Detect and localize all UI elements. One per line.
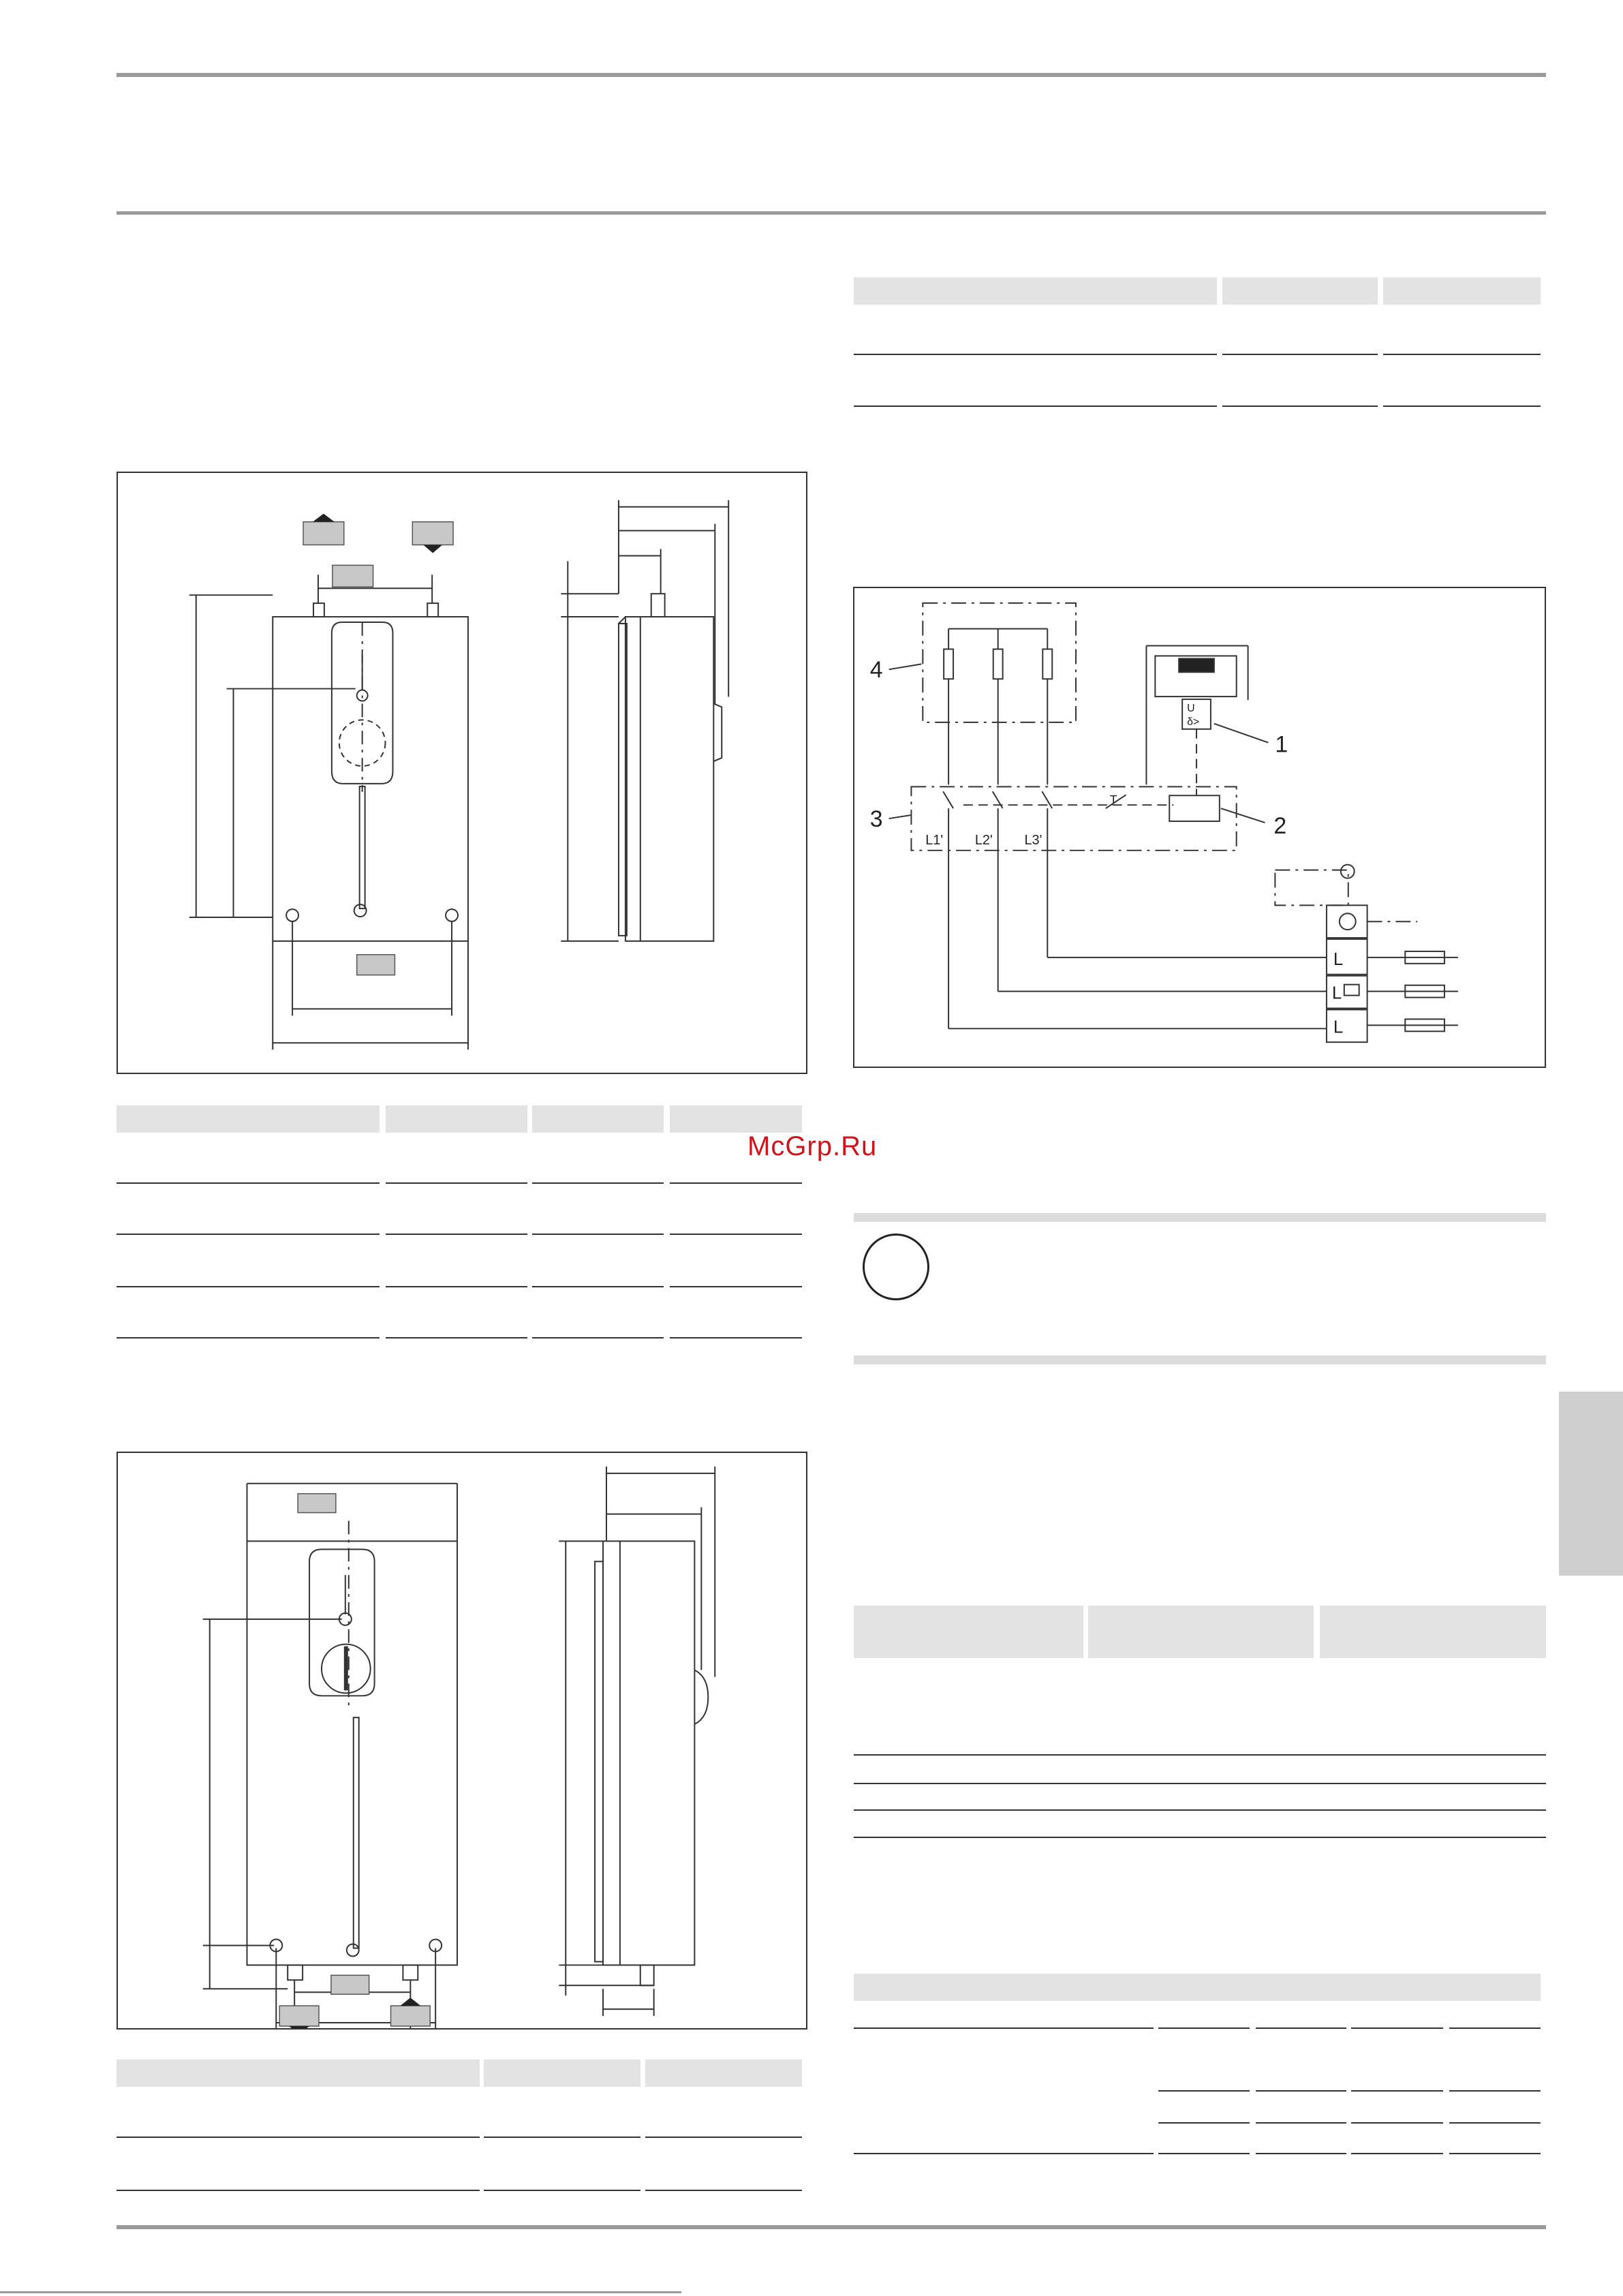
- table-row-line: [854, 405, 1217, 407]
- table-row-line: [117, 1182, 380, 1184]
- table-row-line: [1383, 405, 1541, 407]
- table-header-cell: [854, 1974, 1541, 2001]
- table-header-cell: [386, 1105, 527, 1133]
- info-icon: [863, 1234, 929, 1300]
- callout-4: 4: [869, 657, 883, 684]
- header-rule: [117, 211, 1546, 215]
- table-row-line: [1351, 2027, 1443, 2029]
- table-row-line: [1256, 2153, 1346, 2154]
- table-row-line: [1222, 354, 1378, 355]
- table-header-cell: [117, 1105, 380, 1133]
- table-row-line: [1351, 2122, 1443, 2124]
- table-row-line: [854, 354, 1217, 355]
- footer-rule: [117, 2225, 1546, 2229]
- bottom-edge-rule: [0, 2291, 681, 2293]
- figure-dimensions-bottom-connection: [117, 1452, 807, 2030]
- table-row-line: [1449, 2027, 1541, 2029]
- note-top-bar: [854, 1213, 1546, 1222]
- watermark: McGrp.Ru: [747, 1131, 878, 1161]
- figure-dimensions-top-connection: [117, 472, 807, 1074]
- sensor-temp-label: δ>: [1187, 716, 1200, 728]
- table-row-line: [117, 2137, 480, 2138]
- table-row-line: [854, 2153, 1154, 2154]
- table-header-cell: [532, 1105, 664, 1133]
- table-row-line: [1158, 2090, 1250, 2092]
- table-row-line: [854, 1783, 1546, 1784]
- table-row-line: [854, 1809, 1546, 1811]
- sensor-voltage-label: U: [1187, 702, 1195, 714]
- terminal-label-3: L: [1333, 1017, 1344, 1037]
- table-header-cell: [1088, 1606, 1314, 1658]
- figure-wiring-diagram: [853, 587, 1546, 1068]
- table-row-line: [1351, 2153, 1443, 2154]
- table-row-line: [645, 2190, 802, 2191]
- table-row-line: [1256, 2090, 1346, 2092]
- table-row-line: [670, 1286, 802, 1287]
- table-row-line: [1256, 2122, 1346, 2124]
- table-row-line: [670, 1234, 802, 1235]
- table-row-line: [484, 2190, 640, 2191]
- table-row-line: [1383, 354, 1541, 355]
- table-row-line: [532, 1182, 664, 1184]
- phase-label-l2: L2': [974, 832, 993, 848]
- table-row-line: [670, 1337, 802, 1338]
- table-row-line: [1158, 2027, 1250, 2029]
- table-row-line: [1351, 2090, 1443, 2092]
- phase-label-l3: L3': [1024, 832, 1042, 848]
- table-row-line: [532, 1337, 664, 1338]
- table-header-cell: [117, 2060, 480, 2087]
- dimension-drawing-2: [118, 1453, 806, 2028]
- top-rule: [117, 73, 1546, 77]
- phase-label-l1: L1': [925, 832, 944, 848]
- table-row-line: [854, 1837, 1546, 1838]
- table-header-cell: [670, 1105, 802, 1133]
- terminal-label-2: L: [1331, 983, 1342, 1003]
- callout-1: 1: [1275, 731, 1288, 758]
- table-row-line: [1158, 2122, 1250, 2124]
- table-row-line: [532, 1286, 664, 1287]
- table-row-line: [854, 2027, 1154, 2029]
- table-row-line: [670, 1182, 802, 1184]
- table-header-cell: [1222, 277, 1378, 305]
- table-header-cell: [645, 2060, 802, 2087]
- table-row-line: [386, 1286, 527, 1287]
- table-row-line: [386, 1337, 527, 1338]
- table-row-line: [386, 1234, 527, 1235]
- table-row-line: [532, 1234, 664, 1235]
- table-row-line: [1449, 2122, 1541, 2124]
- table-header-cell: [854, 1606, 1083, 1658]
- table-row-line: [1158, 2153, 1250, 2154]
- thermostat-symbol: T: [1109, 793, 1117, 807]
- wiring-schematic: [854, 588, 1545, 1067]
- table-row-line: [1222, 405, 1378, 407]
- table-row-line: [117, 2190, 480, 2191]
- table-row-line: [484, 2137, 640, 2138]
- table-row-line: [386, 1182, 527, 1184]
- table-header-cell: [854, 277, 1217, 305]
- terminal-label-1: L: [1333, 949, 1344, 969]
- callout-2: 2: [1273, 812, 1287, 839]
- table-row-line: [1449, 2153, 1541, 2154]
- note-bottom-bar: [854, 1356, 1546, 1364]
- table-header-cell: [484, 2060, 640, 2087]
- table-header-cell: [1383, 277, 1541, 305]
- table-row-line: [117, 1286, 380, 1287]
- side-tab: [1559, 1392, 1623, 1576]
- table-row-line: [117, 1234, 380, 1235]
- table-header-cell: [1320, 1606, 1546, 1658]
- table-row-line: [117, 1337, 380, 1338]
- table-row-line: [1449, 2090, 1541, 2092]
- dimension-drawing: [118, 473, 806, 1073]
- table-row-line: [645, 2137, 802, 2138]
- callout-3: 3: [869, 806, 883, 833]
- table-row-line: [1256, 2027, 1346, 2029]
- table-row-line: [854, 1754, 1546, 1756]
